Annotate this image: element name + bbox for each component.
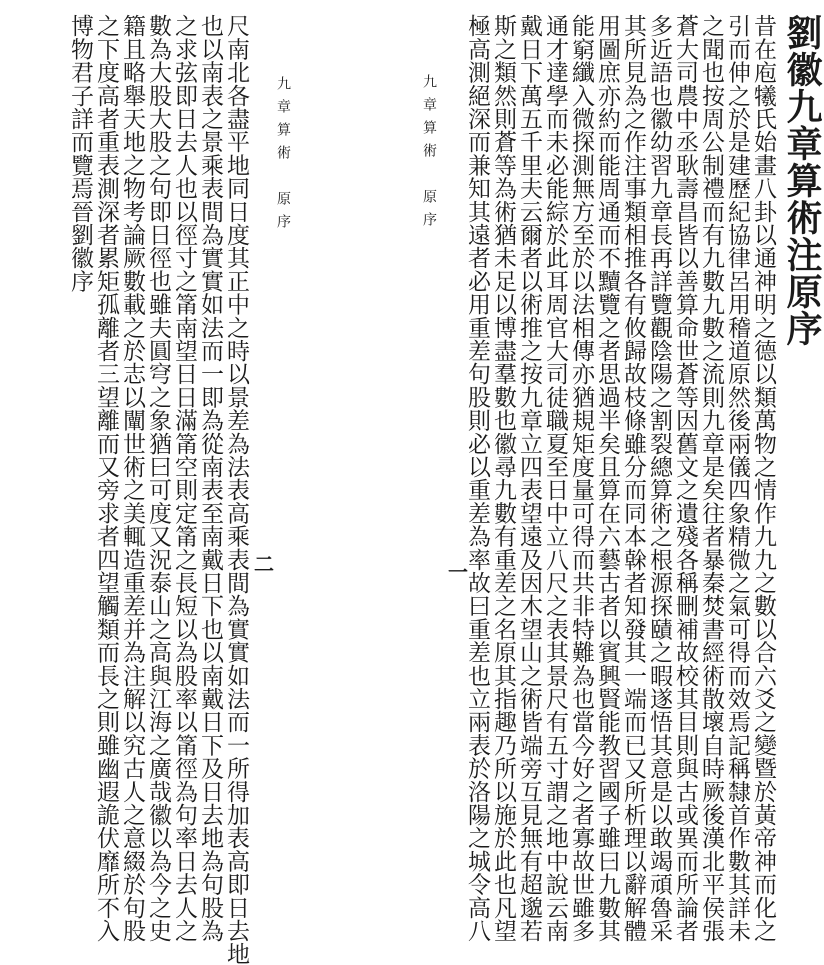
text-column: 戴日下萬五千里夫云爾者以術推之按九章立四表望遠及因木望山之術皆端旁互見無有超邈若 [516, 14, 542, 942]
text-column: 昔在庖犧氏始畫八卦以通神明之德以類萬物之情作九九之數以合六爻之變暨於黃帝神而化之 [750, 14, 776, 942]
text-column: 也以南表之景乘表間為實實如法而一即為從南表至南戴日下也以南戴日下及日去地為句股為 [197, 14, 223, 942]
text-column: 蒼大司農中丞耿壽昌皆以善算命世蒼等因舊文之遺殘各稱刪補故校其目則與古或異而所論者 [672, 14, 698, 942]
text-column: 之下度高者重表測深者累矩孤離者三望離而又旁求者四望觸類而長之則雖幽遐詭伏靡所不入 [93, 14, 119, 942]
text-column: 極高測絕深而兼知其遠者必用重差句股則必以重差為率故曰重差也立兩表於洛陽之城令高八 [464, 14, 490, 942]
text-column: 引而伸之於是建歷紀協律呂用稽道原然後兩儀四象精微之氣可得而效焉記稱隸首作數其詳未 [724, 14, 750, 942]
text-column: 能窮纖入微探測無方至於以法相傳亦猶規矩度量可得而共非特難為也當今好之者寡故世雖多 [568, 14, 594, 942]
page-number: 一 [448, 560, 468, 584]
text-column: 尺南北各盡平地同日度其正中之時以景差為法表高乘表間為實實如法而一所得加表高即日去地 [223, 14, 249, 965]
text-column: 籍且略舉天地之物考論厥數載之於志以闡世術之美輒造重差并為注解以究古人之意綴於句股 [119, 14, 145, 942]
preface-title: 劉徽九章算術注原序 [781, 14, 823, 347]
running-header: 九章算術 原序 [421, 74, 437, 235]
text-column: 斯之類然則蒼等為術猶未足以博盡羣數也徽尋九數有重差之名原其指趣乃所以施於此也凡望 [490, 14, 516, 942]
right-page [412, 0, 824, 942]
text-column: 多近語也徽幼習九章長再詳覽觀陰陽之割裂總算術之根源探賾之暇遂悟其意是以敢竭頑魯采 [646, 14, 672, 942]
running-header: 九章算術 原序 [275, 76, 291, 237]
text-column: 通才達學而未必能綜於此耳周官大司徒職夏至日中立八尺之表其景尺有五寸謂之地中說云南 [542, 14, 568, 942]
text-column: 用圖庶亦約而能周通而不黷覽之者思過半矣且算在六藝古者以賓興賢能教習國子雖曰九數其 [594, 14, 620, 942]
page-number: 二 [254, 552, 274, 576]
text-column: 之聞也按周公制禮而有九數九數之流則九章是矣往者暴秦焚書經術散壞自時厥後漢北平侯張 [698, 14, 724, 942]
text-column: 數為大股大股之句即日徑也雖夫圓穹之象猶曰可度又況泰山之高與江海之廣哉徽以為今之史 [145, 14, 171, 942]
text-column: 其所見為之作注事類相推各有攸歸故枝條雖分而同本榦者知發其一端而已又所析理以辭解體 [620, 14, 646, 942]
text-column: 博物君子詳而覽焉晉劉徽序 [67, 14, 93, 293]
text-column: 之求弦即日去人也以徑寸之筩南望日日滿筩空則定筩之長短以為股率以筩徑為句率日去人之 [171, 14, 197, 942]
